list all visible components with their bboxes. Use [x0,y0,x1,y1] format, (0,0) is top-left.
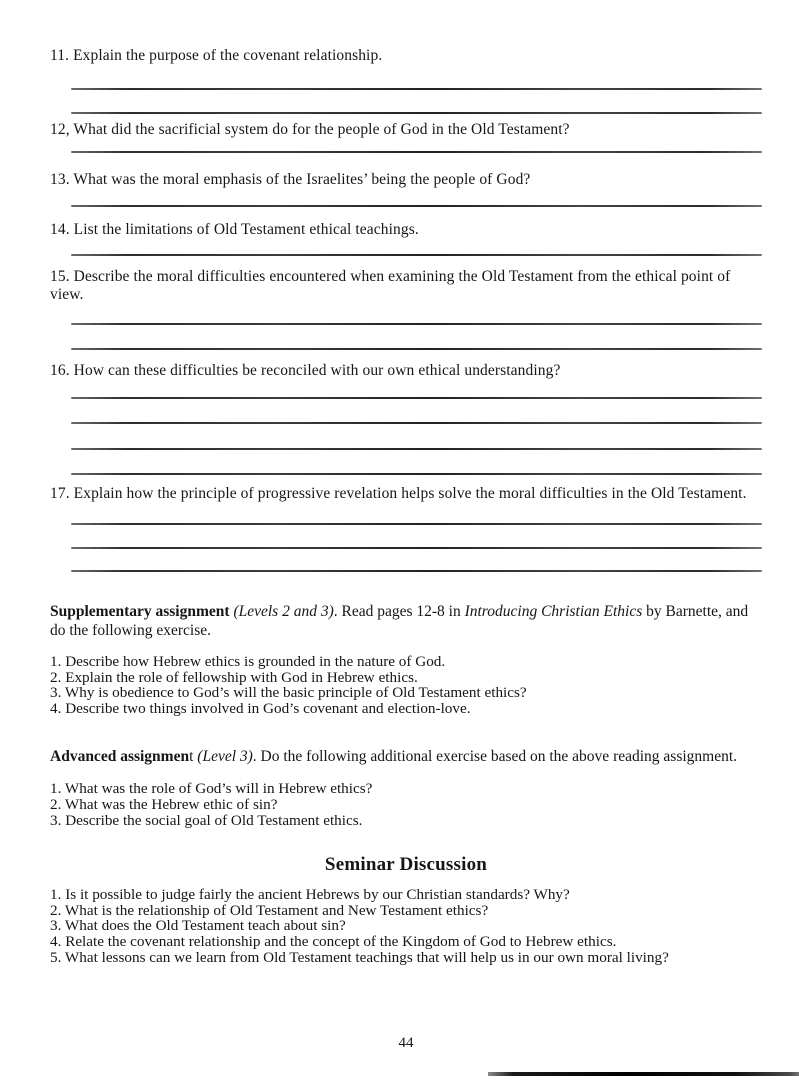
question-14: 14. List the limitations of Old Testament ethical teachings. [50,221,419,238]
answer-line [71,397,762,399]
question-12: 12, What did the sacrificial system do for the people of God in the Old Testament? [50,121,570,138]
page-number: 44 [398,1035,414,1052]
answer-line [71,112,762,114]
question-17: 17. Explain how the principle of progressive revelation helps solve the moral difficulties in the Old Testament. [50,485,747,502]
advanced-exercise-list [50,781,762,828]
answer-line [71,323,762,325]
advanced-text: . Do the following additional exercise based on the above reading assignment. [252,748,738,766]
supplementary-text-before-book: . Read pages 12-8 in [333,603,465,620]
scan-edge-bar [488,1072,799,1076]
answer-line [71,473,762,475]
advanced-heading: Advanced assignmen [50,748,190,766]
list-item: 2. Explain the role of fellowship with God in Hebrew ethics. [50,668,418,686]
answer-line [71,422,762,424]
answer-line [71,151,762,153]
answer-line [71,570,762,572]
seminar-discussion-heading: Seminar Discussion [324,854,488,876]
list-item: 1. What was the role of God’s will in Hebrew ethics? [50,780,373,798]
answer-line [71,523,762,525]
list-item: 4. Describe two things involved in God’s covenant and election-love. [50,699,471,717]
question-16: 16. How can these difficulties be reconciled with our own ethical understanding? [50,362,561,379]
supplementary-assignment-paragraph [50,602,762,640]
question-13: 13. What was the moral emphasis of the Israelites’ being the people of God? [50,171,531,188]
supplementary-exercise-list [50,654,762,716]
list-item: 1. Is it possible to judge fairly the ancient Hebrews by our Christian standards? Why? [50,886,570,904]
page-content [0,47,799,1052]
book-title: Introducing Christian Ethics [464,603,643,620]
question-15: 15. Describe the moral difficulties encountered when examining the Old Testament from the ethical point of view. [50,268,731,303]
list-item: 2. What was the Hebrew ethic of sin? [50,795,278,813]
list-item: 2. What is the relationship of Old Testament and New Testament ethics? [50,901,489,919]
answer-line [71,348,762,350]
seminar-discussion-list [50,887,762,965]
answer-line [71,547,762,549]
list-item: 3. What does the Old Testament teach about sin? [50,917,346,935]
supplementary-heading: Supplementary assignment [50,603,230,620]
answer-line [71,448,762,450]
question-11: 11. Explain the purpose of the covenant relationship. [50,47,383,64]
advanced-level: (Level 3) [193,748,253,766]
list-item: 3. Describe the social goal of Old Testament ethics. [50,811,363,829]
list-item: 5. What lessons can we learn from Old Testament teachings that will help us in our own moral living? [50,948,669,966]
answer-line [71,205,762,207]
answer-line [71,254,762,256]
list-item: 4. Relate the covenant relationship and the concept of the Kingdom of God to Hebrew ethics. [50,932,617,950]
advanced-assignment-paragraph [50,747,762,766]
supplementary-level: (Levels 2 and 3) [229,603,334,620]
list-item: 3. Why is obedience to God’s will the basic principle of Old Testament ethics? [50,684,527,702]
supplementary-text-after-book: by Barnette, and do the following exercise. [50,603,749,639]
list-item: 1. Describe how Hebrew ethics is grounded in the nature of God. [50,653,446,670]
answer-line [71,88,762,90]
advanced-heading-tail: t [189,748,194,766]
